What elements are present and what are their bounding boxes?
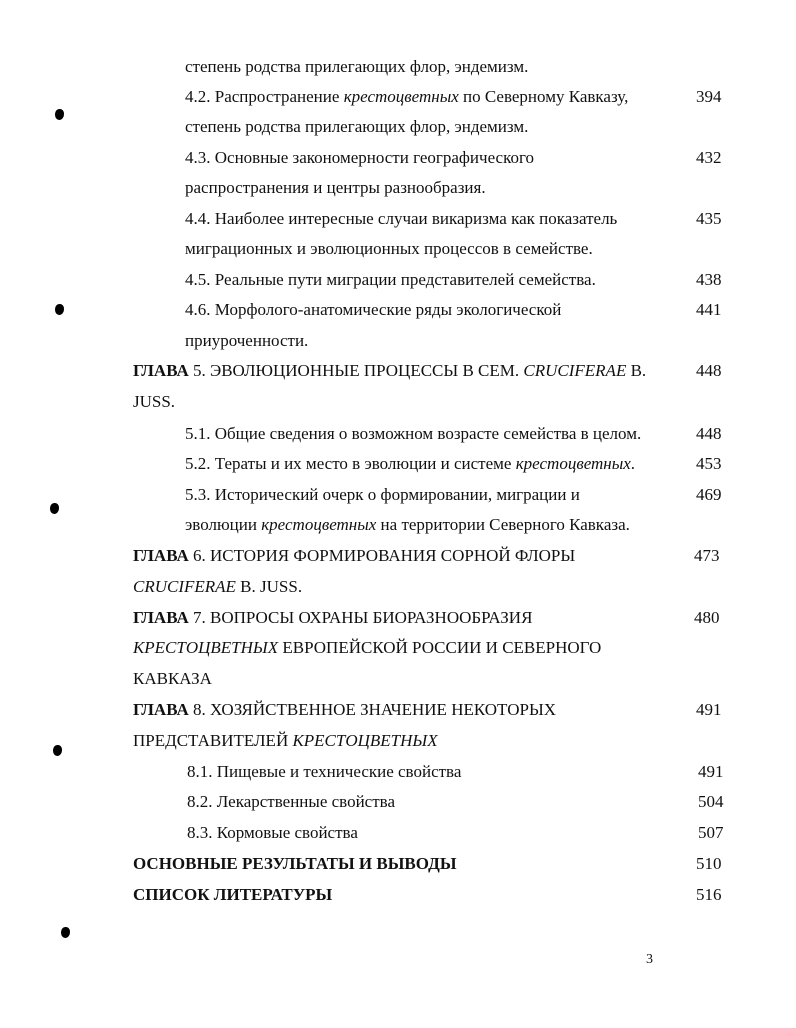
toc-line: степень родства прилегающих флор, эндемизм. [185,117,529,136]
toc-line: 5.3. Исторический очерк о формировании, миграции и [185,485,580,504]
toc-line: СПИСОК ЛИТЕРАТУРЫ [133,885,333,904]
binder-hole-mark [53,745,62,756]
page-ref: 510 [696,854,722,873]
page-number: 3 [646,952,653,967]
page-ref: 491 [696,700,722,719]
page-ref: 473 [694,546,720,565]
toc-line: 8.2. Лекарственные свойства [187,792,395,811]
page-ref: 441 [696,300,722,319]
page-ref: 480 [694,608,720,627]
page-ref: 438 [696,270,722,289]
page-ref: 491 [698,762,724,781]
toc-line: степень родства прилегающих флор, эндемизм. [185,57,529,76]
binder-hole-mark [61,927,70,938]
toc-line: миграционных и эволюционных процессов в семействе. [185,239,593,258]
toc-line: 4.4. Наиболее интересные случаи викаризма как показатель [185,209,618,228]
page-ref: 435 [696,209,722,228]
toc-line: КРЕСТОЦВЕТНЫХ ЕВРОПЕЙСКОЙ РОССИИ И СЕВЕРНОГО [133,638,602,657]
chapter-heading: ГЛАВА 6. ИСТОРИЯ ФОРМИРОВАНИЯ СОРНОЙ ФЛОРЫ [133,546,576,565]
toc-line: 4.3. Основные закономерности географического [185,148,535,167]
toc-line: эволюции крестоцветных на территории Северного Кавказа. [185,515,630,534]
toc-line: ПРЕДСТАВИТЕЛЕЙ КРЕСТОЦВЕТНЫХ [133,731,438,750]
chapter-heading: ГЛАВА 5. ЭВОЛЮЦИОННЫЕ ПРОЦЕССЫ В СЕМ. CRUCIFERAE B. [133,361,647,380]
toc-line: 4.2. Распространение крестоцветных по Северному Кавказу, [185,87,629,106]
chapter-heading: ГЛАВА 8. ХОЗЯЙСТВЕННОЕ ЗНАЧЕНИЕ НЕКОТОРЫХ [133,700,557,719]
toc-line: JUSS. [133,392,176,411]
toc-line: 4.6. Морфолого-анатомические ряды экологической [185,300,562,319]
page-ref: 453 [696,454,722,473]
page-ref: 394 [696,87,722,106]
page-ref: 516 [696,885,722,904]
toc-line: 5.1. Общие сведения о возможном возрасте семейства в целом. [185,424,642,443]
toc-line: 4.5. Реальные пути миграции представителей семейства. [185,270,596,289]
chapter-heading: ГЛАВА 7. ВОПРОСЫ ОХРАНЫ БИОРАЗНООБРАЗИЯ [133,608,533,627]
binder-hole-mark [55,304,64,315]
page-ref: 448 [696,424,722,443]
page-ref: 469 [696,485,722,504]
page-ref: 504 [698,792,724,811]
toc-line: 8.3. Кормовые свойства [187,823,358,842]
toc-line: КАВКАЗА [133,669,212,688]
toc-line: ОСНОВНЫЕ РЕЗУЛЬТАТЫ И ВЫВОДЫ [133,854,457,873]
binder-hole-mark [55,109,64,120]
page-ref: 448 [696,361,722,380]
toc-line: распространения и центры разнообразия. [185,178,486,197]
toc-line: CRUCIFERAE B. JUSS. [133,577,303,596]
toc-line: 5.2. Тераты и их место в эволюции и системе крестоцветных. [185,454,636,473]
toc-line: приуроченности. [185,331,309,350]
page-ref: 507 [698,823,724,842]
page-ref: 432 [696,148,722,167]
toc-line: 8.1. Пищевые и технические свойства [187,762,462,781]
binder-hole-mark [50,503,59,514]
